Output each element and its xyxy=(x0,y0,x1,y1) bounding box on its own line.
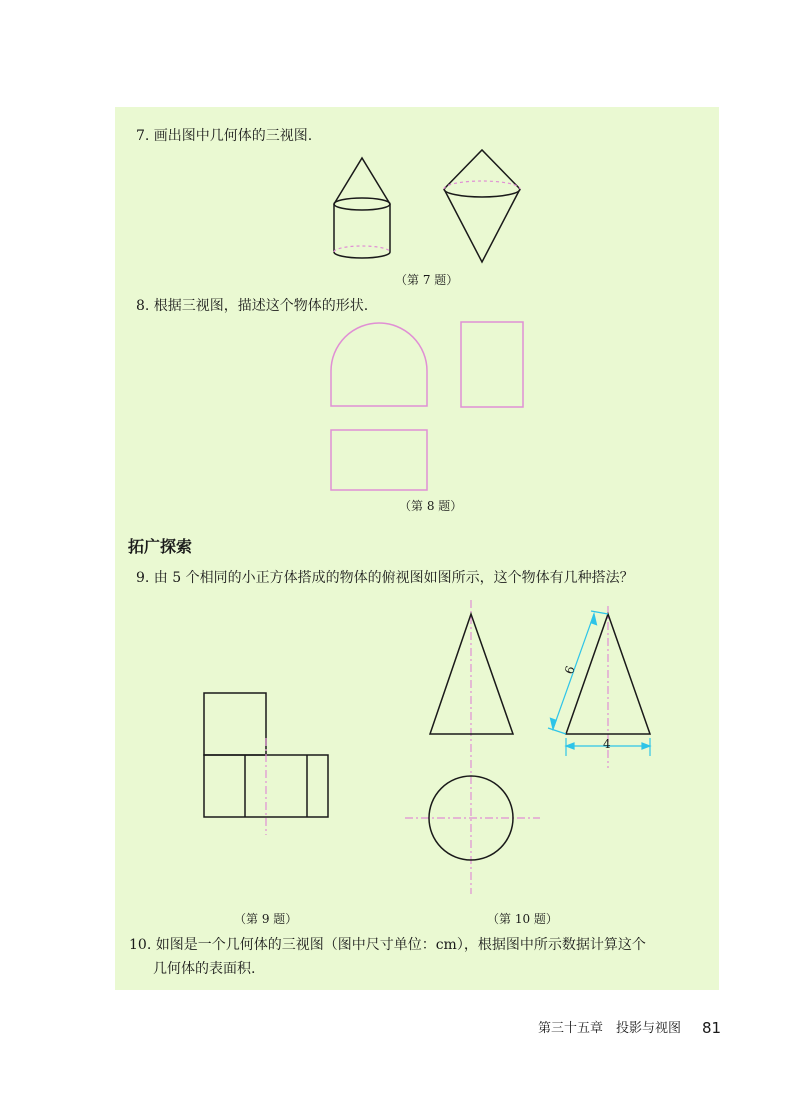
base-width-label: 4 xyxy=(603,737,611,751)
question-10-text-line2: 几何体的表面积. xyxy=(153,961,256,977)
slant-height-label: 6 xyxy=(561,664,578,676)
question-7-caption: （第 7 题） xyxy=(395,273,459,287)
question-8-caption: （第 8 题） xyxy=(399,499,463,513)
chapter-footer: 第三十五章 投影与视图 xyxy=(538,1021,682,1036)
question-7-text: 7. 画出图中几何体的三视图. xyxy=(136,128,313,144)
section-heading: 拓广探索 xyxy=(128,537,193,556)
page-number: 81 xyxy=(702,1019,722,1037)
question-8-text: 8. 根据三视图，描述这个物体的形状. xyxy=(136,298,369,314)
question-10-text-line1: 10. 如图是一个几何体的三视图（图中尺寸单位：cm），根据图中所示数据计算这个 xyxy=(129,937,646,953)
question-9-caption: （第 9 题） xyxy=(234,912,298,926)
question-9-text: 9. 由 5 个相同的小正方体搭成的物体的俯视图如图所示，这个物体有几种搭法？ xyxy=(136,570,634,586)
question-10-caption: （第 10 题） xyxy=(487,912,558,926)
